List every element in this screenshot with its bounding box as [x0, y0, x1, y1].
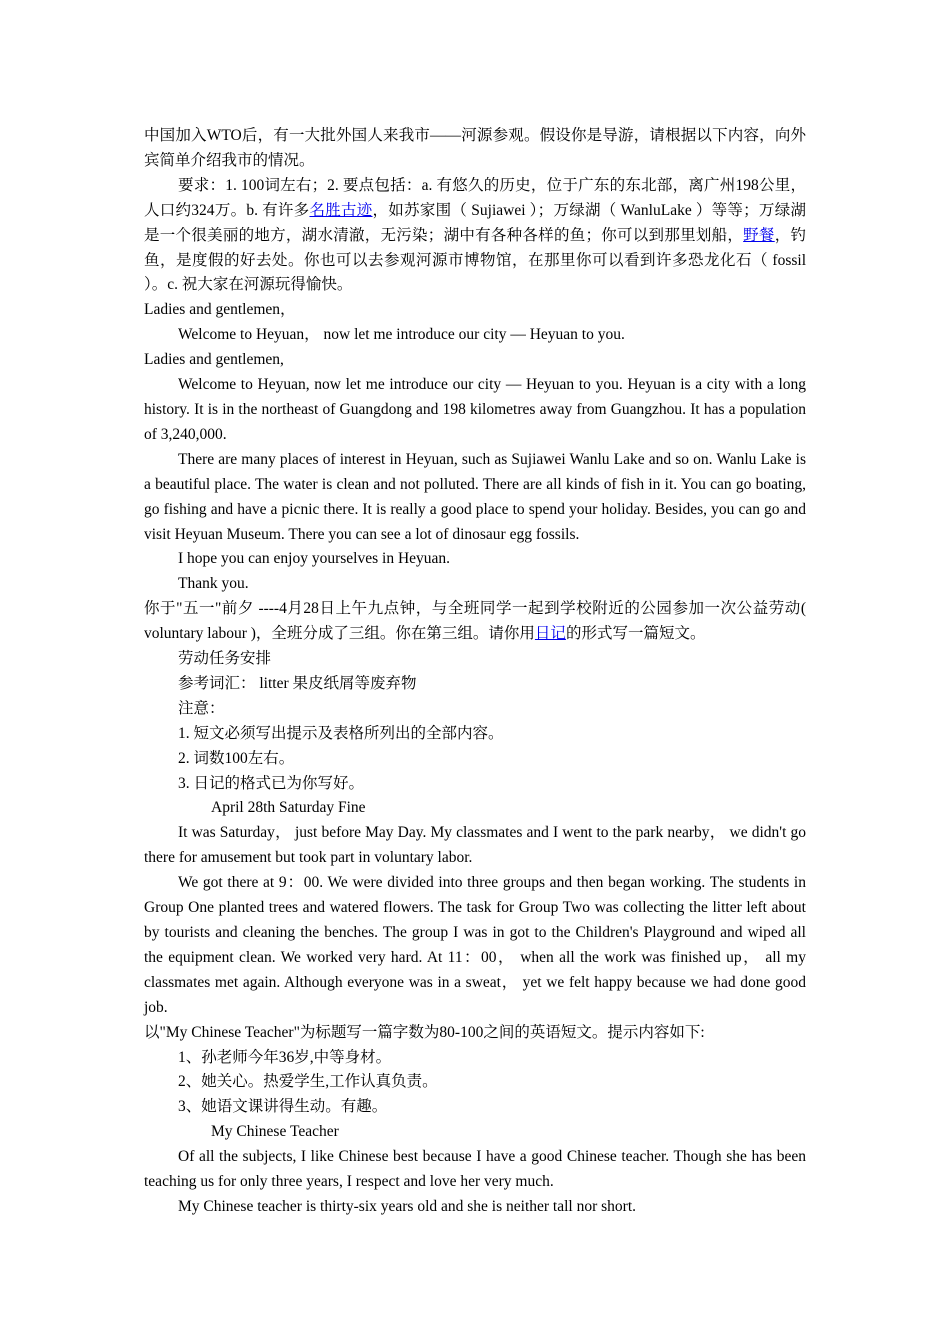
- diary-note-2: 2. 词数100左右。: [178, 749, 295, 767]
- welcome-line: Welcome to Heyuan， now let me introduce our city — Heyuan to you.: [178, 326, 625, 344]
- link-diary[interactable]: 日记: [534, 625, 566, 643]
- greeting-2: Ladies and gentlemen,: [144, 351, 284, 369]
- diary-task: 劳动任务安排: [178, 650, 272, 668]
- greeting-1: Ladies and gentlemen，: [144, 301, 296, 319]
- diary-note-1: 1. 短文必须写出提示及表格所列出的全部内容。: [178, 724, 504, 742]
- teacher-para-2: My Chinese teacher is thirty-six years old and she is neither tall nor short.: [178, 1197, 637, 1215]
- diary-date: April 28th Saturday Fine: [211, 799, 366, 817]
- heyuan-para-4: Thank you.: [178, 575, 249, 593]
- diary-note-heading: 注意：: [178, 699, 225, 717]
- heyuan-prompt: 中国加入WTO后，有一大批外国人来我市——河源参观。假设你是导游，请根据以下内容，向外宾简单介绍我市的情况。: [144, 127, 806, 169]
- teacher-hint-2: 2、她关心。热爱学生,工作认真负责。: [178, 1073, 438, 1091]
- diary-para-2: We got there at 9：00. We were divided into three groups and then began working. The students in Group One planted trees and watered flowers. The task for Group Two was collecting the litter left about by tourists and cleaning the benches. The group I was in got to the Children's Playground and wiped all the equipment clean. We worked very hard. At 11：00， when all the work was finished up， all my classmates met again. Although everyone was in a sweat， yet we felt happy because we had done good job.: [144, 874, 806, 1016]
- document-page: [144, 124, 806, 1220]
- teacher-para-1: Of all the subjects, I like Chinese best because I have a good Chinese teacher. Though she has been teaching us for only three years, I respect and love her very much.: [144, 1148, 806, 1191]
- heyuan-para-2: There are many places of interest in Heyuan, such as Sujiawei Wanlu Lake and so on. Wanlu Lake is a beautiful place. The water is clean and not polluted. There are all kinds of fish in it. You can go boating, go fishing and have a picnic there. It is really a good place to spend your holiday. Besides, you can go and visit Heyuan Museum. There you can see a lot of dinosaur egg fossils.: [144, 450, 806, 543]
- teacher-prompt: 以"My Chinese Teacher"为标题写一篇字数为80-100之间的英语短文。提示内容如下:: [144, 1023, 705, 1041]
- diary-vocab: 参考词汇： litter 果皮纸屑等废弃物: [178, 674, 417, 692]
- link-picnic[interactable]: 野餐: [743, 226, 775, 244]
- diary-note-3: 3. 日记的格式已为你写好。: [178, 774, 365, 792]
- diary-para-1: It was Saturday， just before May Day. My classmates and I went to the park nearby， we didn't go there for amusement but took part in voluntary labor.: [144, 824, 806, 867]
- teacher-essay-title: My Chinese Teacher: [211, 1123, 339, 1141]
- heyuan-para-3: I hope you can enjoy yourselves in Heyuan.: [178, 550, 451, 568]
- teacher-hint-1: 1、孙老师今年36岁,中等身材。: [178, 1048, 392, 1066]
- heyuan-requirements: 要求：1. 100词左右；2. 要点包括：a. 有悠久的历史，位于广东的东北部，离广州198公里，人口约324万。b. 有许多名胜古迹，如苏家围（ Sujiawei ）；万绿湖（ WanluLake ）等等；万绿湖是一个很美丽的地方，湖水清澈，无污染；湖中有各种各样的鱼；你可以到那里划船，野餐，钓鱼，是度假的好去处。你也可以去参观河源市博物馆，在那里你可以看到许多恐龙化石（ fossil ）。c. 祝大家在河源玩得愉快。: [144, 176, 806, 294]
- heyuan-para-1: Welcome to Heyuan, now let me introduce our city — Heyuan to you. Heyuan is a city with a long history. It is in the northeast of Guangdong and 198 kilometres away from Guangzhou. It has a population of 3,240,000.: [144, 376, 806, 443]
- teacher-hint-3: 3、她语文课讲得生动。有趣。: [178, 1098, 388, 1116]
- diary-prompt: 你于"五一"前夕 ----4月28日上午九点钟，与全班同学一起到学校附近的公园参加一次公益劳动( voluntary labour )，全班分成了三组。你在第三组。请你用日记的形式写一篇短文。: [144, 600, 806, 643]
- link-scenic-spots[interactable]: 名胜古迹: [309, 201, 373, 219]
